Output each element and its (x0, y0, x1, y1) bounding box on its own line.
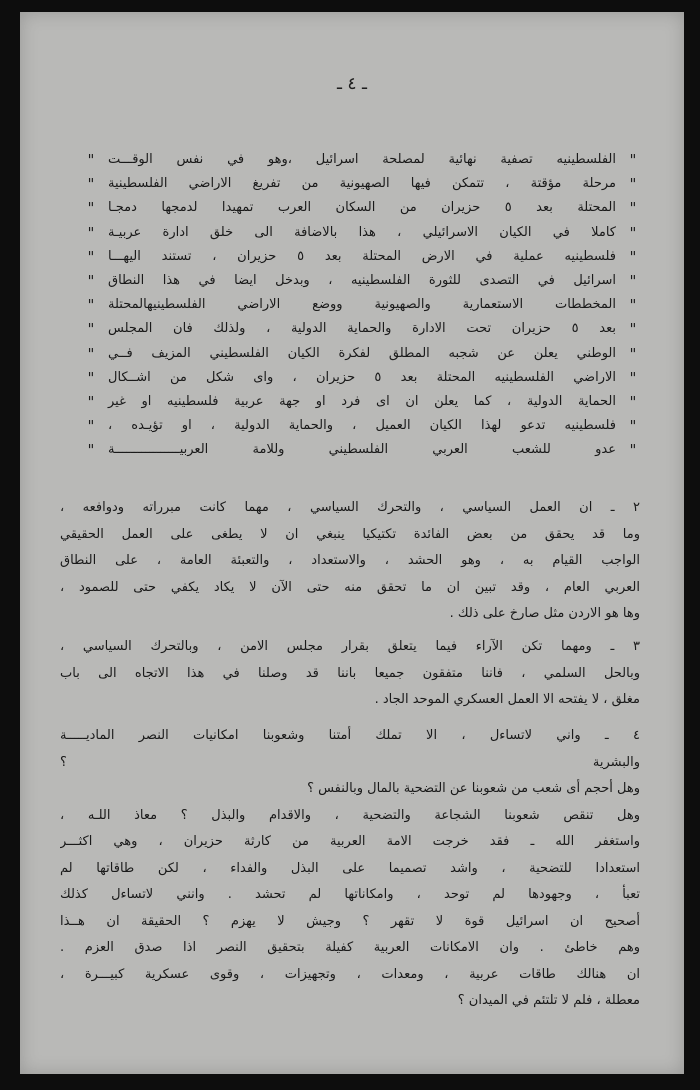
quote-mark: " (629, 441, 637, 460)
quote-mark: " (87, 417, 95, 436)
paragraph-4-body (60, 776, 640, 1015)
quote-mark: " (87, 344, 95, 363)
quoted-line (82, 414, 642, 438)
quote-mark: " (629, 344, 637, 363)
quote-mark: " (629, 175, 637, 194)
text-line: ان هنالك طاقات عربية ، ومعدات ، وتجهيزات ، وقوى عسكرية كبيـــرة ، (60, 966, 640, 982)
quote-mark: " (87, 175, 95, 194)
quoted-line-text: مرحلة مؤقتة ، تتمكن فيها الصهيونية من تفريغ الاراضي الفلسطينية (108, 176, 616, 192)
text-line: وهل تنقص شعوبنا الشجاعة والتضحية ، والاقدام والبذل ؟ معاذ اللـه ، (60, 807, 640, 823)
quoted-line-text: بعد ٥ حزيران تحت الادارة والحماية الدولية ، ولذلك فان المجلس (108, 321, 616, 337)
quote-mark: " (87, 151, 95, 169)
quoted-line-text: الاراضي الفلسطينيه المحتلة بعد ٥ حزيران ، واى شكل من اشــكال (108, 369, 616, 385)
quote-mark: " (87, 392, 95, 411)
quote-mark: " (629, 151, 637, 169)
quote-mark: " (87, 368, 95, 387)
quoted-line (82, 390, 642, 414)
quoted-line-text: الفلسطينيه تصفية نهائية لمصلحة اسرائيل ،وهو في نفس الوقـــت (108, 152, 616, 167)
quoted-line (82, 317, 642, 341)
text-line: وبالحل السلمي ، فاننا متفقون جميعا باننا قد وصلنا في هذا الاتجاه الى باب (60, 665, 640, 681)
quote-mark: " (629, 199, 637, 218)
text-line: وما قد يحقق من بعض الفائدة تكتيكيا ينبغي ان لا يطغى على العمل الحقيقي (60, 526, 640, 542)
text-line: وهل أحجم أى شعب من شعوبنا عن التضحية بالمال وبالنفس ؟ (307, 781, 640, 796)
quoted-line (82, 293, 642, 317)
text-line: ٣ ـ ومهما تكن الآراء فيما يتعلق بقرار مجلس الامن ، وبالتحرك السياسي ، (60, 639, 640, 654)
paragraph-4-heading-cont: والبشرية ؟ (60, 754, 640, 770)
text-line: وهم خاطئ . وان الامكانات العربية كفيلة بتحقيق النصر اذا صدق العزم . (60, 940, 640, 955)
quoted-line (82, 245, 642, 269)
quote-mark: " (87, 247, 95, 266)
quote-mark: " (87, 441, 95, 460)
quoted-line (82, 196, 642, 220)
quote-mark: " (629, 320, 637, 339)
quoted-line (82, 269, 642, 293)
quoted-line-text: المخططات الاستعمارية والصهيونية ووضع الاراضي الفلسطينيهالمحتلة (108, 297, 616, 313)
page-number: ـ ٤ ـ (337, 74, 367, 94)
quoted-line-text: المحتلة بعد ٥ حزيران من السكان العرب تمهيدا لدمجها دمجـا (108, 200, 616, 216)
text-line: وها هو الاردن مثل صارخ على ذلك . (449, 606, 640, 621)
quoted-line (82, 342, 642, 366)
text-line: مغلق ، لا يفتحه الا العمل العسكري الموحد الجاد . (374, 692, 640, 707)
quote-mark: " (629, 392, 637, 411)
text-line: استعدادا للتضحية ، واشد تصميما على البذل والفداء ، لكن طاقاتها لم (60, 860, 640, 876)
quoted-line-text: اسرائيل في التصدى للثورة الفلسطينيه ، وبدخل ايضا في هذا النطاق (108, 272, 616, 288)
quoted-line (82, 148, 642, 172)
quote-mark: " (87, 320, 95, 339)
text-line: العربي العام ، وقد تبين ان ما تحقق منه حتى الآن لا يكاد يكفي حتى للصمود ، (60, 579, 640, 595)
paragraph-4 (60, 723, 640, 1015)
quote-mark: " (629, 247, 637, 266)
text-line: ٢ ـ ان العمل السياسي ، والتحرك السياسي ، مهما كانت مبرراته ودوافعه ، (60, 500, 640, 515)
quoted-line (82, 438, 642, 462)
quoted-line-text: فلسطينيه عملية في الارض المحتلة بعد ٥ حزيران ، تستند اليهـــا (108, 248, 616, 264)
quoted-line-text: الحماية الدولية ، كما يعلن ان اى فرد او جهة عربية فلسطينيه او غير (108, 393, 616, 409)
quote-mark: " (629, 417, 637, 436)
text-line: أصحيح ان اسرائيل قوة لا تقهر ؟ وجيش لا يهزم ؟ الحقيقة ان هــذا (60, 913, 640, 929)
text-line: تعبأ ، وجهودها لم توحد ، وامكاناتها لم تحشد . وانني لاتساءل كذلك (60, 887, 640, 902)
quoted-line-text: كاملا في الكيان الاسرائيلي ، هذا بالاضافة الى خلق ادارة عربيـة (108, 224, 616, 240)
paragraph-4-heading: ٤ ـ واني لاتساءل ، الا تملك أمتنا وشعوبنا امكانيات النصر الماديـــــة (60, 728, 640, 743)
quote-mark: " (629, 296, 637, 315)
quoted-block (82, 148, 642, 462)
quote-mark: " (629, 223, 637, 242)
quote-mark: " (87, 271, 95, 290)
quoted-line-text: عدو للشعب العربي الفلسطيني وللامة العربيـــــــــــــــــة (108, 442, 616, 458)
quoted-line-text: الوطني يعلن عن شجبه المطلق لفكرة الكيان الفلسطيني المزيف فــي (108, 345, 616, 361)
quote-mark: " (629, 368, 637, 387)
quote-mark: " (629, 271, 637, 290)
text-line: معطلة ، فلم لا تلتئم في الميدان ؟ (457, 993, 640, 1008)
quoted-line-text: فلسطينيه تدعو لهذا الكيان العميل ، والحماية الدولية ، او تؤيـده ، (108, 418, 616, 434)
paragraph-3 (60, 634, 640, 714)
quote-mark: " (87, 223, 95, 242)
paragraph-2 (60, 495, 640, 628)
text-line: واستغفر الله ـ فقد خرجت الامة العربية من كارثة حزيران ، وهي اكثـــر (60, 834, 640, 849)
quoted-line (82, 366, 642, 390)
text-line: الواجب القيام به ، وهو الحشد ، والاستعداد ، والتعبئة العامة ، على النطاق (60, 553, 640, 568)
quoted-line (82, 172, 642, 196)
quoted-line (82, 221, 642, 245)
document-page (20, 12, 684, 1074)
quote-mark: " (87, 296, 95, 315)
quote-mark: " (87, 199, 95, 218)
